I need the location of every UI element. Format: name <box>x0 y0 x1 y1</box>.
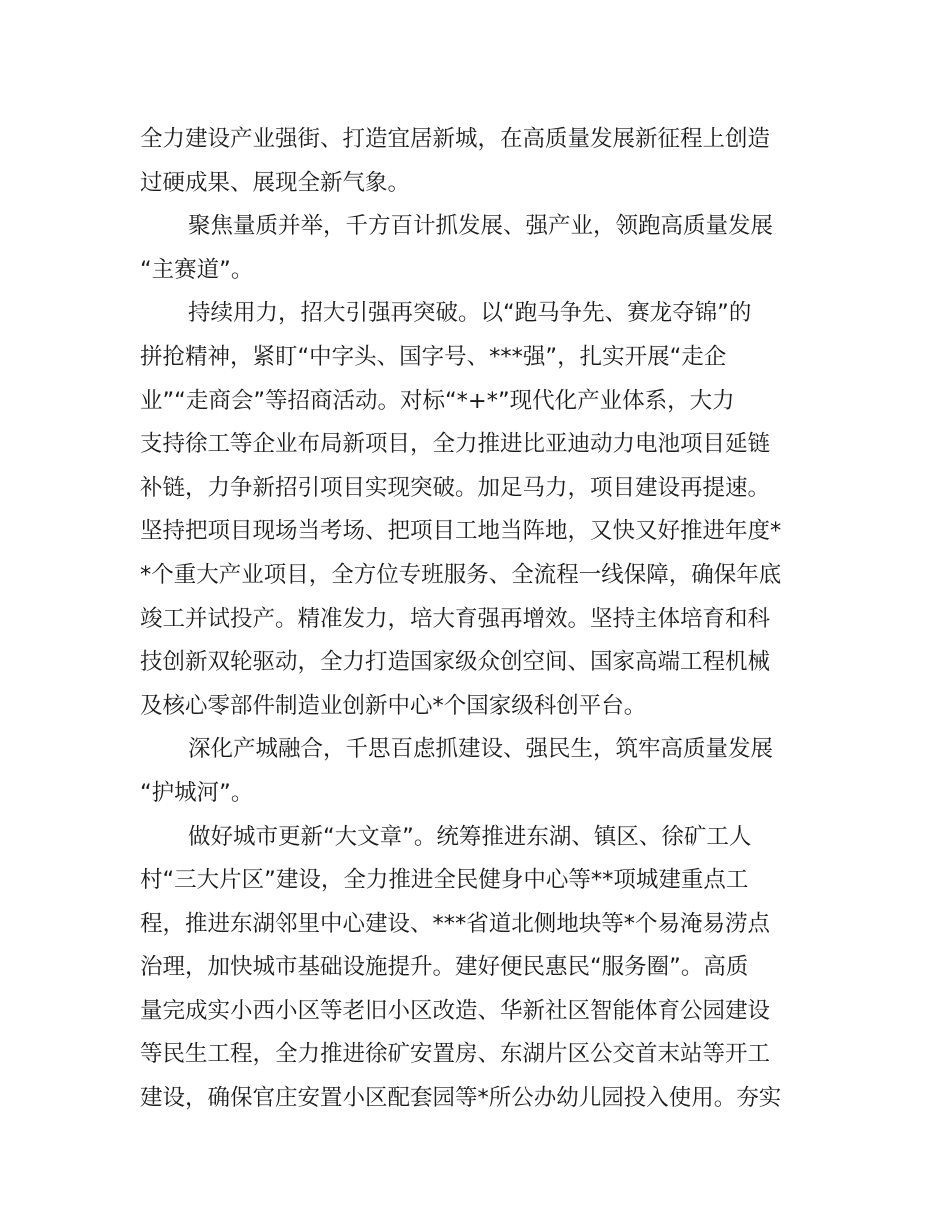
document-body <box>140 118 810 1121</box>
text-line: 聚焦量质并举，千方百计抓发展、强产业，领跑高质量发展 <box>188 213 774 240</box>
text-line: 持续用力，招大引强再突破。以“跑马争先、赛龙夺锦”的 <box>188 300 752 327</box>
text-line: 村“三大片区”建设，全力推进全民健身中心等**项城建重点工 <box>140 867 749 894</box>
text-line: 量完成实小西小区等老旧小区改造、华新社区智能体育公园建设 <box>140 997 771 1024</box>
text-line: 拼抢精神，紧盯“中字头、国字号、***强”，扎实开展“走企 <box>140 343 727 370</box>
text-line: 建设，确保官庄安置小区配套园等*所公办幼儿园投入使用。夯实 <box>140 1085 782 1112</box>
text-line: *个重大产业项目，全方位专班服务、全流程一线保障，确保年底 <box>140 561 782 588</box>
text-line: 深化产城融合，千思百虑抓建设、强民生，筑牢高质量发展 <box>188 736 774 763</box>
text-line: 坚持把项目现场当考场、把项目工地当阵地，又快又好推进年度* <box>140 518 782 545</box>
text-line: 等民生工程，全力推进徐矿安置房、东湖片区公交首末站等开工 <box>140 1041 771 1068</box>
text-line: 技创新双轮驱动，全力打造国家级众创空间、国家高端工程机械 <box>140 649 771 676</box>
text-line: 做好城市更新“大文章”。统筹推进东湖、镇区、徐矿工人 <box>188 823 752 850</box>
text-line: 治理，加快城市基础设施提升。建好便民惠民“服务圈”。高质 <box>140 954 749 981</box>
text-line: 竣工并试投产。精准发力，培大育强再增效。坚持主体培育和科 <box>140 605 771 632</box>
text-line: “护城河”。 <box>140 779 254 806</box>
text-line: 业”“走商会”等招商活动。对标“*+*”现代化产业体系，大力 <box>140 387 735 414</box>
text-line: 全力建设产业强街、打造宜居新城，在高质量发展新征程上创造 <box>140 126 771 152</box>
text-line: 支持徐工等企业布局新项目，全力推进比亚迪动力电池项目延链 <box>140 431 771 458</box>
text-line: 程，推进东湖邻里中心建设、***省道北侧地块等*个易淹易涝点 <box>140 910 771 937</box>
text-line: 及核心零部件制造业创新中心*个国家级科创平台。 <box>140 692 647 719</box>
text-line: 补链，力争新招引项目实现突破。加足马力，项目建设再提速。 <box>140 474 771 501</box>
text-line: “主赛道”。 <box>140 256 254 283</box>
text-line: 过硬成果、展现全新气象。 <box>140 169 411 196</box>
